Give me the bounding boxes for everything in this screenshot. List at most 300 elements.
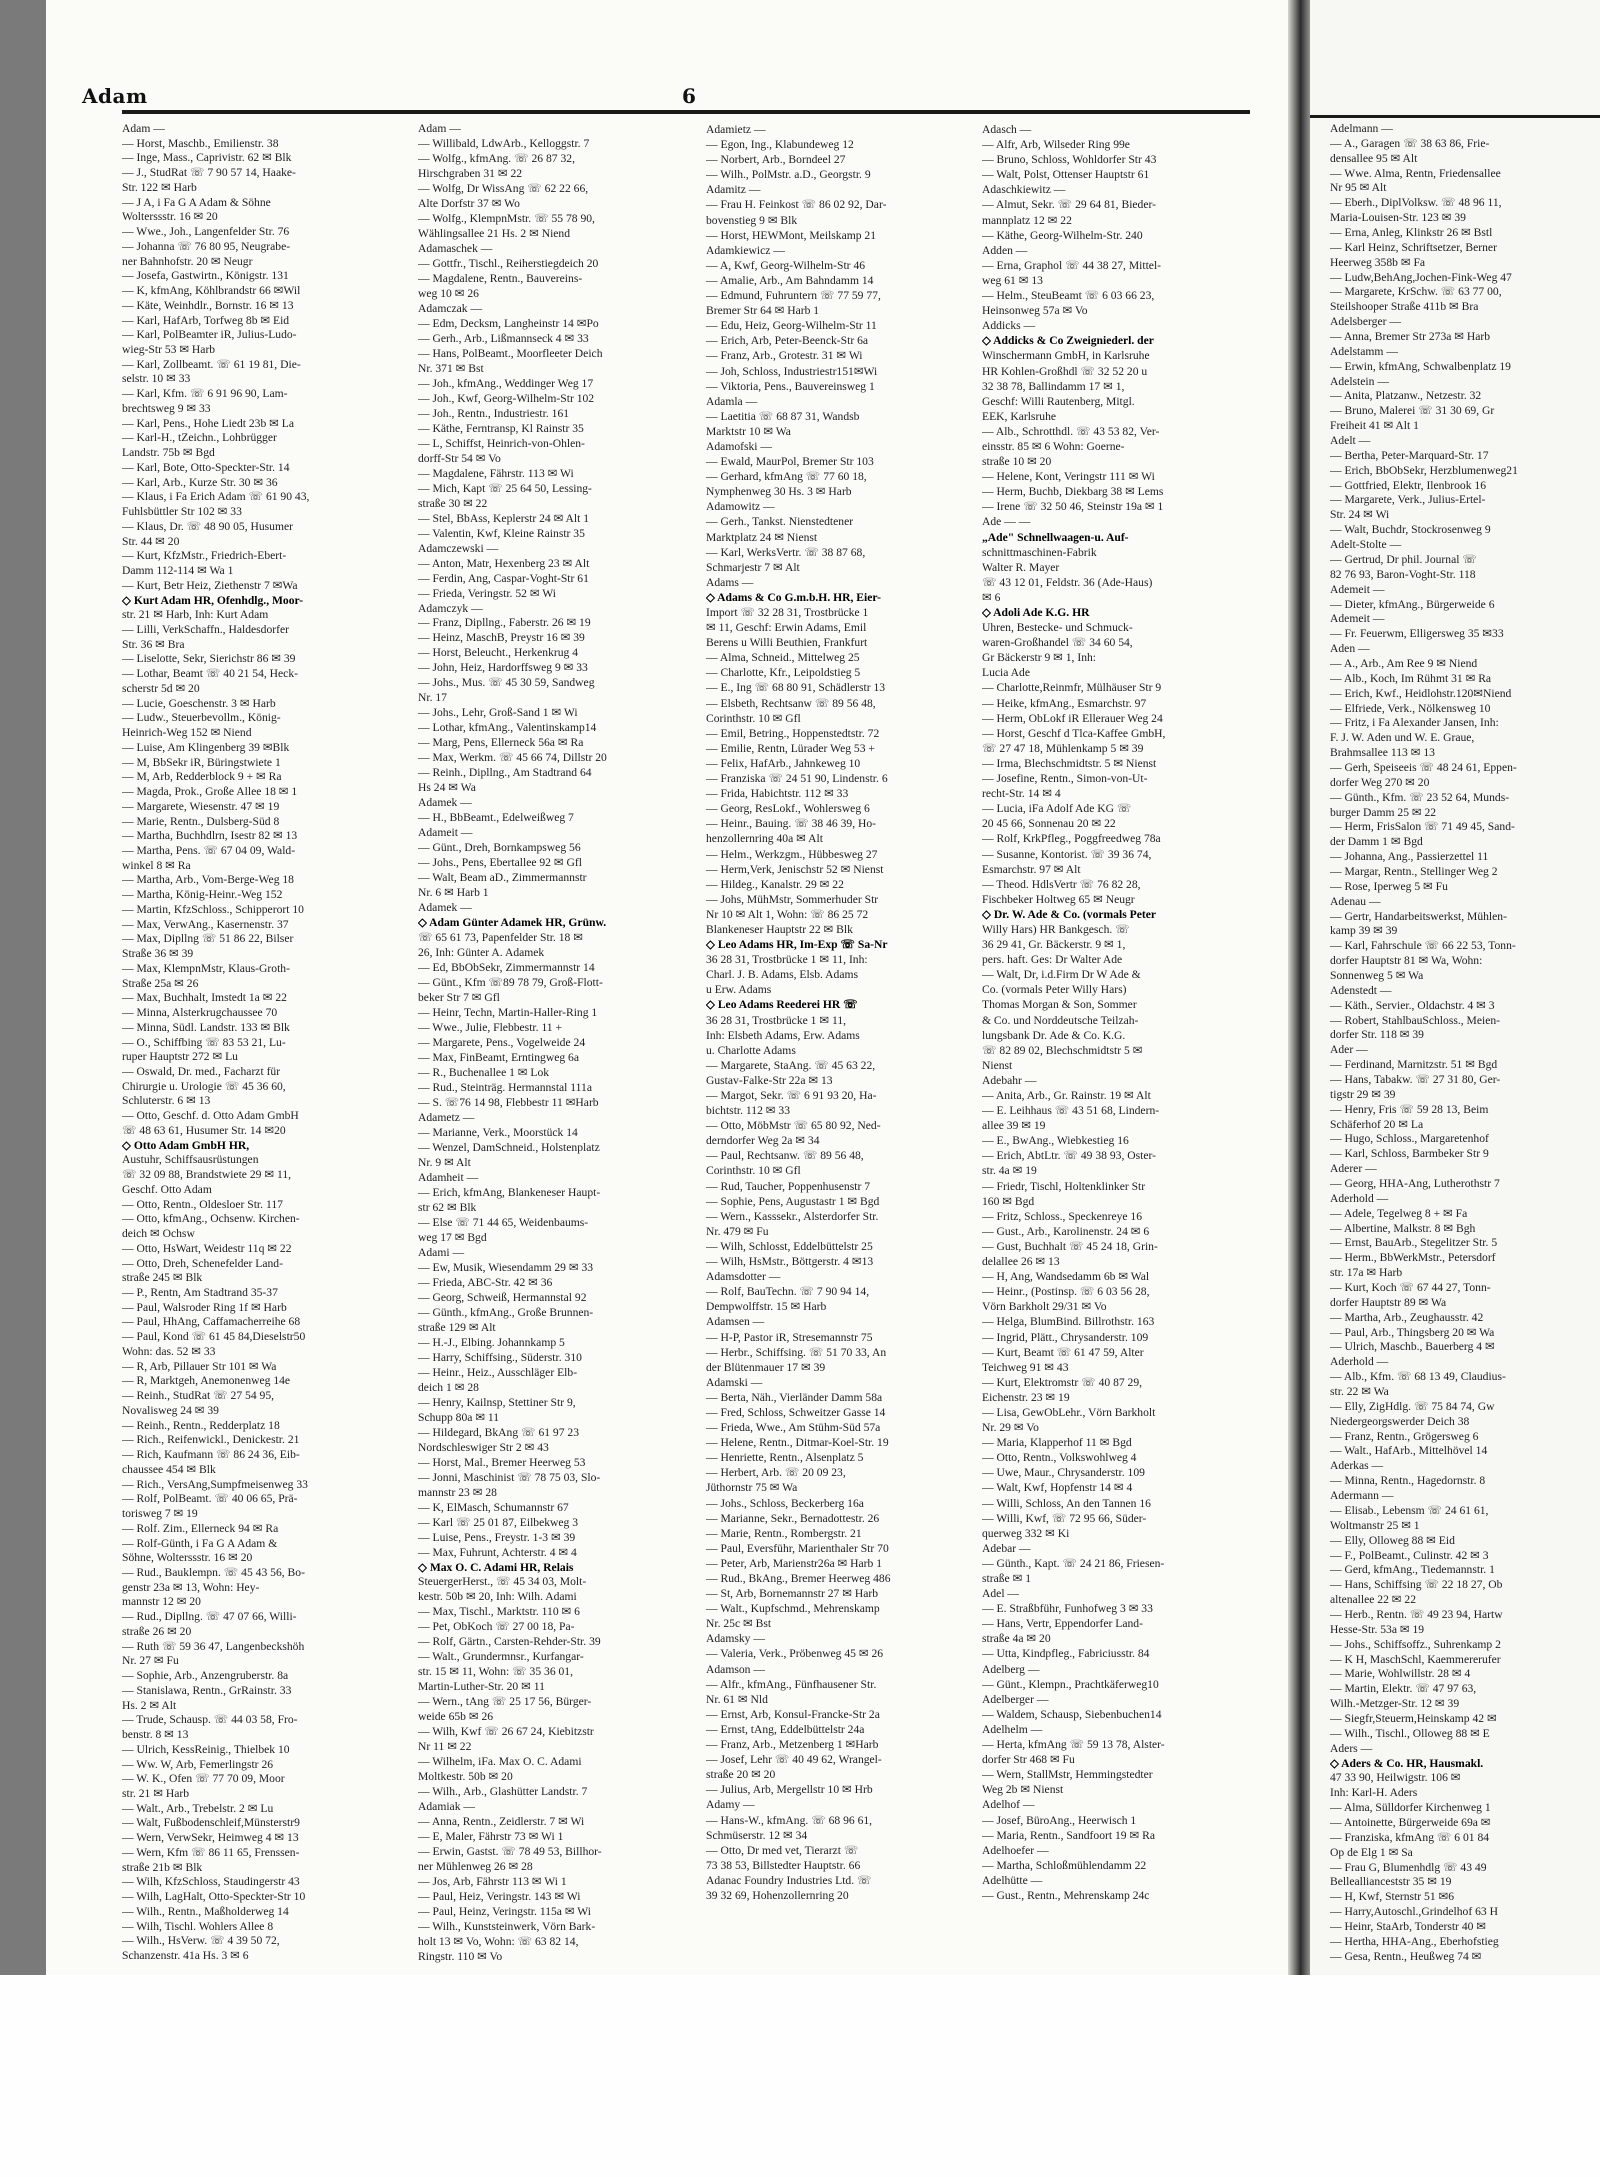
directory-entry: — Charlotte, Kfr., Leipoldstieg 5 xyxy=(706,666,861,680)
directory-entry: — Dieter, kfmAng., Bürgerweide 6 xyxy=(1330,597,1495,611)
directory-entry: — Rud., Dipllng. ☏ 47 07 66, Willi- xyxy=(122,1610,297,1624)
directory-entry: — Heinr., (Postinsp. ☏ 6 03 56 28, xyxy=(982,1285,1150,1299)
directory-entry: — Harry, Schiffsing., Süderstr. 310 xyxy=(418,1350,582,1364)
directory-entry: — Gertrud, Dr phil. Journal ☏ xyxy=(1330,552,1477,566)
directory-entry: — Otto, HsWart, Weidestr 11q ✉ 22 xyxy=(122,1241,292,1255)
directory-entry: — Wilh., HsVerw. ☏ 4 39 50 72, xyxy=(122,1934,280,1948)
directory-entry: 160 ✉ Bgd xyxy=(982,1194,1035,1208)
directory-entry: — Heinr., Bauing. ☏ 38 46 39, Ho- xyxy=(706,817,877,831)
directory-entry: — Wilh, Tischl. Wohlers Allee 8 xyxy=(122,1919,274,1933)
directory-entry: — Walt., Arb., Trebelstr. 2 ✉ Lu xyxy=(122,1801,274,1815)
right-page-column xyxy=(1330,122,1590,1965)
directory-entry: Adametz — xyxy=(418,1110,475,1124)
directory-entry: Bremer Str 64 ✉ Harb 1 xyxy=(706,304,820,318)
directory-entry: — Wenzel, DamSchneid., Holstenplatz xyxy=(418,1140,600,1154)
directory-entry: — Gust., Arb., Karolinenstr. 24 ✉ 6 xyxy=(982,1224,1150,1238)
directory-entry: — Ludw., Steuerbevollm., König- xyxy=(122,711,281,725)
directory-entry: Nr 11 ✉ 22 xyxy=(418,1740,472,1754)
directory-entry: Brahmsallee 113 ✉ 13 xyxy=(1330,746,1435,760)
directory-entry: ☏ 65 61 73, Papenfelder Str. 18 ✉ xyxy=(418,931,583,945)
directory-entry: Adelhütte — xyxy=(982,1873,1043,1887)
directory-entry: — Ernst, BauArb., Stegelitzer Str. 5 xyxy=(1330,1236,1498,1250)
directory-entry: — R., Buchenallee 1 ✉ Lok xyxy=(418,1066,550,1080)
directory-entry: — Gottfried, Elektr, Ilenbrook 16 xyxy=(1330,478,1487,492)
directory-entry: — Magdalene, Rentn., Bauvereins- xyxy=(418,271,583,285)
directory-entry: — Paul, Heiz, Veringstr. 143 ✉ Wi xyxy=(418,1890,581,1904)
directory-entry: — Willi, Schloss, An den Tannen 16 xyxy=(982,1496,1151,1510)
directory-entry: — Utta, Kindpfleg., Fabriciusstr. 84 xyxy=(982,1647,1150,1661)
directory-entry: Adamczyk — xyxy=(418,601,483,615)
directory-entry: — Günth., kfmAng., Große Brunnen- xyxy=(418,1305,594,1319)
directory-entry: Fuhlsbüttler Str 102 ✉ 33 xyxy=(122,505,242,519)
directory-page-right xyxy=(1310,0,1600,1975)
directory-entry: ◇ Otto Adam GmbH HR, xyxy=(122,1138,250,1152)
directory-entry: — Margarete, KrSchw. ☏ 63 77 00, xyxy=(1330,285,1502,299)
directory-entry: — Käth., Servier., Oldachstr. 4 ✉ 3 xyxy=(1330,998,1495,1012)
directory-entry: — Max, Tischl., Marktstr. 110 ✉ 6 xyxy=(418,1605,580,1619)
directory-entry: Corinthstr. 10 ✉ Gfl xyxy=(706,1164,801,1178)
directory-entry: — Friedr, Tischl, Holtenklinker Str xyxy=(982,1179,1146,1193)
directory-entry: — Hans, Tabakw. ☏ 27 31 80, Ger- xyxy=(1330,1073,1501,1086)
directory-entry: straße ✉ 1 xyxy=(982,1572,1031,1585)
running-head: Adam xyxy=(82,84,148,108)
directory-entry: — Alma, Sülldorfer Kirchenweg 1 xyxy=(1330,1801,1491,1815)
directory-entry: — Günth., Kfm. ☏ 23 52 64, Munds- xyxy=(1330,790,1510,804)
directory-entry: Adelt — xyxy=(1330,434,1371,448)
directory-entry: Freiheit 41 ✉ Alt 1 xyxy=(1330,419,1419,433)
directory-entry: Berens u Willi Beuthien, Frankfurt xyxy=(706,636,868,650)
directory-entry: Schanzenstr. 41a Hs. 3 ✉ 6 xyxy=(122,1949,249,1963)
directory-entry: — Hildeg., Kanalstr. 29 ✉ 22 xyxy=(706,877,844,891)
directory-entry: weide 65b ✉ 26 xyxy=(418,1710,494,1724)
directory-entry: Adelmann — xyxy=(1330,122,1393,135)
directory-entry: Adelstamm — xyxy=(1330,344,1398,358)
directory-entry: — Otto, Geschf. d. Otto Adam GmbH xyxy=(122,1109,299,1123)
directory-entry: — John, Heiz, Hardorffsweg 9 ✉ 33 xyxy=(418,661,588,675)
directory-entry: — Max, Fuhrunt, Achterstr. 4 ✉ 4 xyxy=(418,1545,577,1559)
header-rule xyxy=(122,110,1250,114)
directory-entry: ruper Hauptstr 272 ✉ Lu xyxy=(122,1050,238,1064)
directory-entry: 39 32 69, Hohenzollernring 20 xyxy=(706,1888,849,1902)
directory-entry: — Else ☏ 71 44 65, Weidenbaums- xyxy=(418,1215,589,1229)
directory-entry: Niedergeorgswerder Deich 38 xyxy=(1330,1414,1470,1428)
directory-entry: — Otto, Dreh, Schenefelder Land- xyxy=(122,1256,283,1270)
directory-entry: — Luise, Pens., Freystr. 1-3 ✉ 39 xyxy=(418,1530,576,1544)
directory-entry: — Max, Dipllng ☏ 51 86 22, Bilser xyxy=(122,932,294,946)
directory-entry: Adamek — xyxy=(418,796,472,810)
directory-entry: — Heinr., Heiz., Ausschläger Elb- xyxy=(418,1365,578,1379)
directory-entry: weg 10 ✉ 26 xyxy=(418,286,479,300)
directory-entry: Nr 10 ✉ Alt 1, Wohn: ☏ 86 25 72 xyxy=(706,907,869,921)
directory-entry: — Gerh., Tankst. Nienstedtener xyxy=(706,515,854,529)
directory-entry: — Klaus, Dr. ☏ 48 90 05, Husumer xyxy=(122,519,294,533)
directory-entry: Adelsberger — xyxy=(1330,315,1401,329)
directory-entry: — Edmund, Fuhruntern ☏ 77 59 77, xyxy=(706,289,881,303)
directory-entry: — Alb., Schrotthdl. ☏ 43 53 82, Ver- xyxy=(982,424,1160,438)
directory-entry: — Margarete, Wiesenstr. 47 ✉ 19 xyxy=(122,799,280,813)
directory-entry: — Johs., Schloss, Beckerberg 16a xyxy=(706,1496,864,1510)
directory-entry: — Lilli, VerkSchaffn., Haldesdorfer xyxy=(122,622,289,636)
directory-entry: str. 17a ✉ Harb xyxy=(1330,1266,1403,1280)
directory-entry: ◇ Adam Günter Adamek HR, Grünw. xyxy=(418,916,607,930)
directory-entry: kestr. 50b ✉ 20, Inh: Wilh. Adami xyxy=(418,1590,577,1604)
directory-entry: Thomas Morgan & Son, Sommer xyxy=(982,998,1137,1012)
directory-entry: — Gerd, kfmAng., Tiedemannstr. 1 xyxy=(1330,1563,1495,1577)
directory-entry: — Josef, Lehr ☏ 40 49 62, Wrangel- xyxy=(706,1753,882,1767)
directory-entry: henzollernring 40a ✉ Alt xyxy=(706,832,823,846)
directory-entry: Maria-Louisen-Str. 123 ✉ 39 xyxy=(1330,211,1466,225)
directory-entry: Nr. 25c ✉ Bst xyxy=(706,1617,772,1631)
directory-entry: 32 38 78, Ballindamm 17 ✉ 1, xyxy=(982,379,1125,393)
directory-entry: — Elsbeth, Rechtsanw ☏ 89 56 48, xyxy=(706,696,876,710)
directory-entry: Aderkas — xyxy=(1330,1459,1384,1473)
directory-entry: Gr Bäckerstr 9 ✉ 1, Inh: xyxy=(982,651,1097,665)
directory-entry: — Oswald, Dr. med., Facharzt für xyxy=(122,1065,281,1078)
directory-entry: Lucia Ade xyxy=(982,666,1030,680)
directory-entry: Damm 112-114 ✉ Wa 1 xyxy=(122,564,234,578)
directory-entry: Adamy — xyxy=(706,1798,755,1812)
directory-entry: — Laetitia ☏ 68 87 31, Wandsb xyxy=(706,409,860,423)
directory-entry: genstr 23a ✉ 13, Wohn: Hey- xyxy=(122,1580,260,1594)
directory-entry: ☏ 32 09 88, Brandstwiete 29 ✉ 11, xyxy=(122,1168,292,1182)
directory-entry: Nr. 371 ✉ Bst xyxy=(418,361,484,375)
directory-entry: Adamson — xyxy=(706,1662,765,1676)
directory-entry: — Margarete, StaAng. ☏ 45 63 22, xyxy=(706,1058,876,1072)
directory-entry: str. 22 ✉ Wa xyxy=(1330,1385,1389,1399)
directory-entry: — Max, KlempnMstr, Klaus-Groth- xyxy=(122,961,290,975)
directory-entry: — Otto, Dr med vet, Tierarzt ☏ xyxy=(706,1843,859,1857)
directory-entry: — Reinh., Rentn., Redderplatz 18 xyxy=(122,1418,280,1432)
directory-entry: 36 28 31, Trostbrücke 1 ✉ 11, xyxy=(706,1013,847,1027)
directory-entry: — Lisa, GewObLehr., Vörn Barkholt xyxy=(982,1405,1156,1419)
directory-entry: — Uwe, Maur., Chrysanderstr. 109 xyxy=(982,1466,1145,1480)
directory-entry: ◇ Leo Adams Reederei HR ☏ xyxy=(706,998,858,1012)
directory-entry: Hesse-Str. 53a ✉ 19 xyxy=(1330,1622,1425,1636)
directory-entry: Adam — xyxy=(122,122,165,135)
directory-entry: Adamek — xyxy=(418,901,472,915)
directory-entry: — Alfr, Arb, Wilseder Ring 99e xyxy=(982,138,1130,152)
directory-entry: — Reinh., Dipllng., Am Stadtrand 64 xyxy=(418,766,592,780)
directory-entry: schnittmaschinen-Fabrik xyxy=(982,545,1097,559)
directory-entry: — Karl Heinz, Schriftsetzer, Berner xyxy=(1330,240,1497,254)
directory-entry: — Wern, Kfm ☏ 86 11 65, Frenssen- xyxy=(122,1845,300,1859)
directory-entry: — K, ElMasch, Schumannstr 67 xyxy=(418,1500,569,1514)
directory-entry: Woltmanstr 25 ✉ 1 xyxy=(1330,1518,1420,1532)
directory-entry: Adamsdotter — xyxy=(706,1270,781,1284)
directory-entry: — Anton, Matr, Hexenberg 23 ✉ Alt xyxy=(418,556,590,570)
directory-entry: — Helene, Kont, Veringstr 111 ✉ Wi xyxy=(982,470,1155,484)
directory-entry: — Erwin, kfmAng, Schwalbenplatz 19 xyxy=(1330,359,1511,373)
directory-entry: — St, Arb, Bornemannstr 27 ✉ Harb xyxy=(706,1587,879,1601)
directory-entry: Adameit — xyxy=(418,826,473,840)
directory-entry: — E., BwAng., Wiebkestieg 16 xyxy=(982,1134,1129,1148)
directory-entry: — Joh., Kwf, Georg-Wilhelm-Str 102 xyxy=(418,391,595,405)
directory-entry: — O., Schiffbing ☏ 83 53 21, Lu- xyxy=(122,1035,286,1049)
directory-entry: — Gertr, Handarbeitswerkst, Mühlen- xyxy=(1330,909,1507,923)
directory-entry: — Lothar, Beamt ☏ 40 21 54, Heck- xyxy=(122,667,298,681)
directory-entry: querweg 332 ✉ Ki xyxy=(982,1526,1070,1540)
directory-entry: — Maria, Rentn., Sandfoort 19 ✉ Ra xyxy=(982,1828,1155,1842)
directory-entry: — Paul, HhAng, Caffamacherreihe 68 xyxy=(122,1315,301,1329)
directory-entry: — Gust, Buchhalt ☏ 45 24 18, Grin- xyxy=(982,1239,1158,1253)
directory-entry: — Käthe, Georg-Wilhelm-Str. 240 xyxy=(982,228,1143,242)
directory-entry: Hs 24 ✉ Wa xyxy=(418,781,476,795)
directory-entry: beker Str 7 ✉ Gfl xyxy=(418,991,500,1005)
directory-column-4 xyxy=(982,122,1252,1903)
directory-entry: weg 61 ✉ 13 xyxy=(982,273,1043,287)
directory-entry: — Josef, BüroAng., Heerwisch 1 xyxy=(982,1813,1137,1827)
directory-entry: ner Mühlenweg 26 ✉ 28 xyxy=(418,1860,533,1874)
directory-entry: — Robert, StahlbauSchloss., Meien- xyxy=(1330,1013,1501,1027)
directory-entry: — Anna, Rentn., Zeidlerstr. 7 ✉ Wi xyxy=(418,1815,585,1829)
directory-column-3 xyxy=(706,122,976,1903)
directory-entry: str 62 ✉ Blk xyxy=(418,1200,477,1214)
directory-entry: — Max, FinBeamt, Erntingweg 6a xyxy=(418,1051,579,1065)
directory-entry: — Herm, Buchb, Diekbarg 38 ✉ Lems xyxy=(982,485,1164,499)
directory-entry: — Karl, Pens., Hohe Liedt 23b ✉ La xyxy=(122,416,294,430)
directory-entry: dorfer Weg 270 ✉ 20 xyxy=(1330,775,1430,789)
directory-entry: — E. Leihhaus ☏ 43 51 68, Lindern- xyxy=(982,1104,1160,1118)
directory-entry: scherstr 5d ✉ 20 xyxy=(122,681,200,695)
directory-entry: torisweg 7 ✉ 19 xyxy=(122,1507,198,1521)
directory-entry: — Franz, Rentn., Grögersweg 6 xyxy=(1330,1429,1479,1443)
directory-entry: — Maria, Klapperhof 11 ✉ Bgd xyxy=(982,1436,1132,1450)
directory-entry: Ade — — xyxy=(982,515,1031,529)
directory-entry: Nienst xyxy=(982,1058,1013,1072)
directory-entry: ◇ Addicks & Co Zweigniederl. der xyxy=(982,334,1154,348)
directory-entry: wieg-Str 53 ✉ Harb xyxy=(122,343,216,357)
directory-entry: — Anita, Arb., Gr. Rainstr. 19 ✉ Alt xyxy=(982,1089,1151,1102)
directory-entry: waren-Großhandel ☏ 34 60 54, xyxy=(982,636,1133,650)
directory-entry: Gustav-Falke-Str 22a ✉ 13 xyxy=(706,1073,833,1087)
directory-entry: — Marg, Pens, Ellerneck 56a ✉ Ra xyxy=(418,736,584,750)
directory-entry: — Rolf. Zim., Ellerneck 94 ✉ Ra xyxy=(122,1521,279,1535)
directory-entry: Adamaschek — xyxy=(418,241,493,255)
directory-entry: — Erna, Anleg, Klinkstr 26 ✉ Bstl xyxy=(1330,226,1493,240)
directory-entry: — Franziska, kfmAng ☏ 6 01 84 xyxy=(1330,1830,1490,1844)
directory-entry: Schupp 80a ✉ 11 xyxy=(418,1410,500,1424)
directory-entry: — Julius, Arb, Mergellstr 10 ✉ Hrb xyxy=(706,1783,873,1797)
directory-entry: — Wilh., Kunststeinwerk, Vörn Bark- xyxy=(418,1920,596,1934)
directory-entry: — Valentin, Kwf, Kleine Rainstr 35 xyxy=(418,526,585,540)
directory-entry: Heinsonweg 57a ✉ Vo xyxy=(982,304,1088,318)
directory-entry: — Helm., SteuBeamt ☏ 6 03 66 23, xyxy=(982,289,1155,303)
directory-entry: — Herm, FrisSalon ☏ 71 49 45, Sand- xyxy=(1330,820,1515,834)
directory-entry: — Ferdin, Ang, Caspar-Voght-Str 61 xyxy=(418,571,589,585)
directory-entry: — Ewald, MaurPol, Bremer Str 103 xyxy=(706,455,874,469)
directory-entry: — Stanislawa, Rentn., GrRainstr. 33 xyxy=(122,1683,292,1697)
directory-entry: — Walt, Beam aD., Zimmermannstr xyxy=(418,871,587,885)
directory-entry: — Walt, Buchdr, Stockrosenweg 9 xyxy=(1330,523,1491,537)
directory-entry: Str. 24 ✉ Wi xyxy=(1330,508,1390,522)
directory-entry: Novalisweg 24 ✉ 39 xyxy=(122,1403,219,1417)
directory-entry: — Emilie, Rentn, Lürader Weg 53 + xyxy=(706,741,875,755)
directory-entry: Adelstein — xyxy=(1330,374,1389,388)
directory-entry: dorff-Str 54 ✉ Vo xyxy=(418,451,501,465)
directory-entry: — Hertha, HHA-Ang., Eberhofstieg xyxy=(1330,1934,1499,1948)
directory-entry: ✉ 11, Geschf: Erwin Adams, Emil xyxy=(706,621,867,635)
directory-entry: — Helm., Werkzgm., Hübbesweg 27 xyxy=(706,847,878,861)
directory-entry: — Emil, Betring., Hoppenstedtstr. 72 xyxy=(706,726,880,740)
directory-entry: Adaschkiewitz — xyxy=(982,183,1066,197)
directory-entry: — Josefa, Gastwirtn., Königstr. 131 xyxy=(122,269,289,283)
directory-column-2 xyxy=(418,122,688,1965)
directory-entry: Weg 2b ✉ Nienst xyxy=(982,1783,1064,1797)
directory-entry: Adamowitz — xyxy=(706,500,775,514)
directory-entry: — Magda, Prok., Große Allee 18 ✉ 1 xyxy=(122,785,298,799)
directory-entry: — Albertine, Malkstr. 8 ✉ Bgh xyxy=(1330,1221,1476,1235)
directory-entry: str. 21 ✉ Harb xyxy=(122,1786,190,1800)
directory-entry: — Henriette, Rentn., Alsenplatz 5 xyxy=(706,1451,864,1465)
directory-entry: — Martha, Pens. ☏ 67 04 09, Wald- xyxy=(122,843,296,857)
directory-entry: lungsbank Dr. Ade & Co. K.G. xyxy=(982,1028,1126,1042)
directory-entry: — M, BbSekr iR, Büringstwiete 1 xyxy=(122,755,281,769)
directory-entry: Nr. 9 ✉ Alt xyxy=(418,1155,471,1169)
directory-entry: — Gerhard, kfmAng ☏ 77 60 18, xyxy=(706,470,867,484)
directory-entry: Vörn Barkholt 29/31 ✉ Vo xyxy=(982,1300,1107,1314)
directory-entry: — R, Arb, Pillauer Str 101 ✉ Wa xyxy=(122,1359,277,1373)
directory-entry: straße 26 ✉ 20 xyxy=(122,1624,192,1638)
directory-entry: SteuergerHerst., ☏ 45 34 03, Molt- xyxy=(418,1575,587,1589)
directory-entry: Wählingsallee 21 Hs. 2 ✉ Niend xyxy=(418,226,571,240)
directory-entry: Ader — xyxy=(1330,1043,1368,1057)
directory-entry: 47 33 90, Heilwigstr. 106 ✉ xyxy=(1330,1771,1461,1785)
directory-entry: — Ww. W, Arb, Femerlingstr 26 xyxy=(122,1757,274,1771)
directory-entry: — Elly, Olloweg 88 ✉ Eid xyxy=(1330,1533,1455,1547)
directory-entry: — Johs., Lehr, Groß-Sand 1 ✉ Wi xyxy=(418,706,578,720)
directory-entry: — Johs, MühMstr, Sommerhuder Str xyxy=(706,892,879,906)
directory-entry: — Amalie, Arb., Am Bahndamm 14 xyxy=(706,273,874,287)
directory-entry: — Max, Werkm. ☏ 45 66 74, Dillstr 20 xyxy=(418,751,607,765)
directory-entry: Schluterstr. 6 ✉ 13 xyxy=(122,1094,211,1108)
directory-entry: Alte Dorfstr 37 ✉ Wo xyxy=(418,196,520,210)
directory-entry: — Erich, Arb, Peter-Beenck-Str 6a xyxy=(706,334,869,348)
directory-entry: — Paul, Walsroder Ring 1f ✉ Harb xyxy=(122,1300,287,1314)
directory-entry: — H, Kwf, Sternstr 51 ✉6 xyxy=(1330,1890,1455,1904)
directory-entry: — Rose, Iperweg 5 ✉ Fu xyxy=(1330,879,1448,893)
directory-entry: straße 21b ✉ Blk xyxy=(122,1860,203,1874)
directory-entry: Esmarchstr. 97 ✉ Alt xyxy=(982,862,1081,876)
directory-entry: „Ade" Schnellwaagen-u. Auf- xyxy=(982,530,1129,544)
directory-entry: — R, Marktgeh, Anemonenweg 14e xyxy=(122,1374,291,1388)
directory-entry: — Paul, Kond ☏ 61 45 84,Dieselstr50 xyxy=(122,1330,306,1344)
directory-entry: — Wilh, Schlosst, Eddelbüttelstr 25 xyxy=(706,1239,873,1253)
directory-entry: Steilshooper Straße 411b ✉ Bra xyxy=(1330,300,1479,314)
directory-entry: — Theod. HdlsVertr ☏ 76 82 28, xyxy=(982,877,1141,891)
directory-entry: — Irene ☏ 32 50 46, Steinstr 19a ✉ 1 xyxy=(982,500,1164,514)
directory-entry: — Heinr, StaArb, Tonderstr 40 ✉ xyxy=(1330,1919,1487,1933)
directory-entry: — Inge, Mass., Caprivistr. 62 ✉ Blk xyxy=(122,151,292,165)
directory-entry: — Martha, König-Heinr.-Weg 152 xyxy=(122,888,283,902)
directory-entry: — Bruno, Malerei ☏ 31 30 69, Gr xyxy=(1330,404,1495,418)
directory-entry: — Rolf-Günth, i Fa G A Adam & xyxy=(122,1536,278,1550)
directory-entry: — Wilh., Rentn., Maßholderweg 14 xyxy=(122,1904,289,1918)
directory-entry: — Rich, Kaufmann ☏ 86 24 36, Eib- xyxy=(122,1448,300,1462)
directory-entry: — Frau H. Feinkost ☏ 86 02 92, Dar- xyxy=(706,198,887,212)
directory-entry: ☏ 48 63 61, Husumer Str. 14 ✉20 xyxy=(122,1123,286,1137)
directory-entry: Adebar — xyxy=(982,1541,1031,1555)
directory-entry: — Ludw,BehAng,Jochen-Fink-Weg 47 xyxy=(1330,270,1512,284)
directory-entry: — Sophie, Arb., Anzengruberstr. 8a xyxy=(122,1669,289,1683)
directory-entry: — Stel, BbAss, Keplerstr 24 ✉ Alt 1 xyxy=(418,511,590,525)
directory-entry: — Margarete, Pens., Vogelweide 24 xyxy=(418,1036,586,1050)
directory-entry: — Walt., HafArb., Mittelhövel 14 xyxy=(1330,1444,1488,1458)
directory-entry: straße 10 ✉ 20 xyxy=(982,455,1052,469)
directory-entry: Nr 95 ✉ Alt xyxy=(1330,181,1387,195)
directory-entry: Adamitz — xyxy=(706,183,761,197)
directory-entry: — Hildegard, BkAng ☏ 61 97 23 xyxy=(418,1425,580,1439)
directory-entry: — Erich, kfmAng, Blankeneser Haupt- xyxy=(418,1185,601,1199)
directory-entry: tigstr 29 ✉ 39 xyxy=(1330,1087,1396,1101)
directory-entry: Jüthornstr 75 ✉ Wa xyxy=(706,1481,798,1495)
directory-entry: selstr. 10 ✉ 33 xyxy=(122,372,191,386)
directory-entry: — Günt., Klempn., Prachtkäferweg10 xyxy=(982,1677,1159,1691)
directory-entry: — Ernst, Arb, Konsul-Francke-Str 2a xyxy=(706,1707,880,1721)
directory-entry: straße 20 ✉ 20 xyxy=(706,1768,776,1782)
directory-entry: — Hans-W., kfmAng. ☏ 68 96 61, xyxy=(706,1813,873,1827)
directory-entry: — Martin, Elektr. ☏ 47 97 63, xyxy=(1330,1682,1477,1696)
directory-entry: — A, Kwf, Georg-Wilhelm-Str 46 xyxy=(706,258,866,272)
directory-entry: — Otto, Rentn., Volkswohlweg 4 xyxy=(982,1451,1137,1465)
directory-entry: — Paul, Rechtsanw. ☏ 89 56 48, xyxy=(706,1149,864,1163)
directory-entry: dorfer Str 468 ✉ Fu xyxy=(982,1753,1075,1767)
directory-entry: 36 29 41, Gr. Bäckerstr. 9 ✉ 1, xyxy=(982,938,1126,952)
directory-entry: — E., Ing ☏ 68 80 91, Schädlerstr 13 xyxy=(706,681,886,695)
directory-entry: — Wern, VerwSekr, Heimweg 4 ✉ 13 xyxy=(122,1831,299,1845)
directory-entry: Nymphenweg 30 Hs. 3 ✉ Harb xyxy=(706,485,852,499)
directory-entry: Walter R. Mayer xyxy=(982,560,1060,574)
directory-entry: — Karl-H., tZeichn., Lohbrügger xyxy=(122,431,277,445)
directory-entry: Str. 122 ✉ Harb xyxy=(122,180,197,194)
directory-entry: Blankeneser Hauptstr 22 ✉ Blk xyxy=(706,922,853,936)
directory-entry: — Frieda, Veringstr. 52 ✉ Wi xyxy=(418,586,556,600)
directory-entry: derndorfer Weg 2a ✉ 34 xyxy=(706,1134,820,1148)
directory-entry: Str. 44 ✉ 20 xyxy=(122,534,180,548)
directory-entry: — Horst, Mal., Bremer Heerweg 53 xyxy=(418,1455,586,1469)
directory-entry: densallee 95 ✉ Alt xyxy=(1330,151,1418,165)
directory-entry: Winschermann GmbH, in Karlsruhe xyxy=(982,349,1150,363)
directory-entry: — Franz, Dipllng., Faberstr. 26 ✉ 19 xyxy=(418,616,591,630)
directory-entry: u Erw. Adams xyxy=(706,983,772,997)
directory-entry: Teichweg 91 ✉ 43 xyxy=(982,1360,1069,1374)
directory-entry: — M, Arb, Redderblock 9 + ✉ Ra xyxy=(122,770,282,784)
directory-entry: — Josefine, Rentn., Simon-von-Ut- xyxy=(982,772,1148,786)
directory-entry: Str. 36 ✉ Bra xyxy=(122,637,185,651)
directory-entry: Ademeit — xyxy=(1330,612,1385,626)
directory-entry: — Frieda, Wwe., Am Stühm-Süd 57a xyxy=(706,1421,881,1435)
directory-entry: — Marie, Wohlwillstr. 28 ✉ 4 xyxy=(1330,1667,1471,1681)
directory-entry: — Willi, Kwf, ☏ 72 95 66, Süder- xyxy=(982,1511,1147,1525)
directory-entry: — Johanna, Ang., Passierzettel 11 xyxy=(1330,850,1489,864)
directory-entry: — Johs., Schiffsoffz., Suhrenkamp 2 xyxy=(1330,1637,1501,1651)
directory-entry: — Anna, Bremer Str 273a ✉ Harb xyxy=(1330,330,1491,344)
directory-entry: str. 4a ✉ 19 xyxy=(982,1164,1037,1178)
directory-entry: Aders — xyxy=(1330,1741,1373,1755)
directory-entry: — Norbert, Arb., Borndeel 27 xyxy=(706,153,846,167)
directory-entry: — Walt., Grundermnsr., Kurfangar- xyxy=(418,1650,584,1664)
directory-entry: — Herm,Verk, Jenischstr 52 ✉ Nienst xyxy=(706,862,884,876)
directory-entry: Op de Elg 1 ✉ Sa xyxy=(1330,1845,1413,1859)
directory-entry: — Helga, BlumBind. Billrothstr. 163 xyxy=(982,1315,1155,1329)
directory-entry: weg 17 ✉ Bgd xyxy=(418,1230,487,1244)
directory-entry: Adenau — xyxy=(1330,894,1381,908)
directory-entry: — Egon, Ing., Klabundeweg 12 xyxy=(706,138,854,152)
directory-entry: — Mich, Kapt ☏ 25 64 50, Lessing- xyxy=(418,481,592,495)
directory-entry: — H, Ang, Wandsedamm 6b ✉ Wal xyxy=(982,1270,1150,1284)
directory-entry: Adamski — xyxy=(706,1375,763,1389)
directory-entry: — Franziska ☏ 24 51 90, Lindenstr. 6 xyxy=(706,772,888,786)
directory-entry: — Ulrich, Maschb., Bauerberg 4 ✉ xyxy=(1330,1340,1495,1354)
